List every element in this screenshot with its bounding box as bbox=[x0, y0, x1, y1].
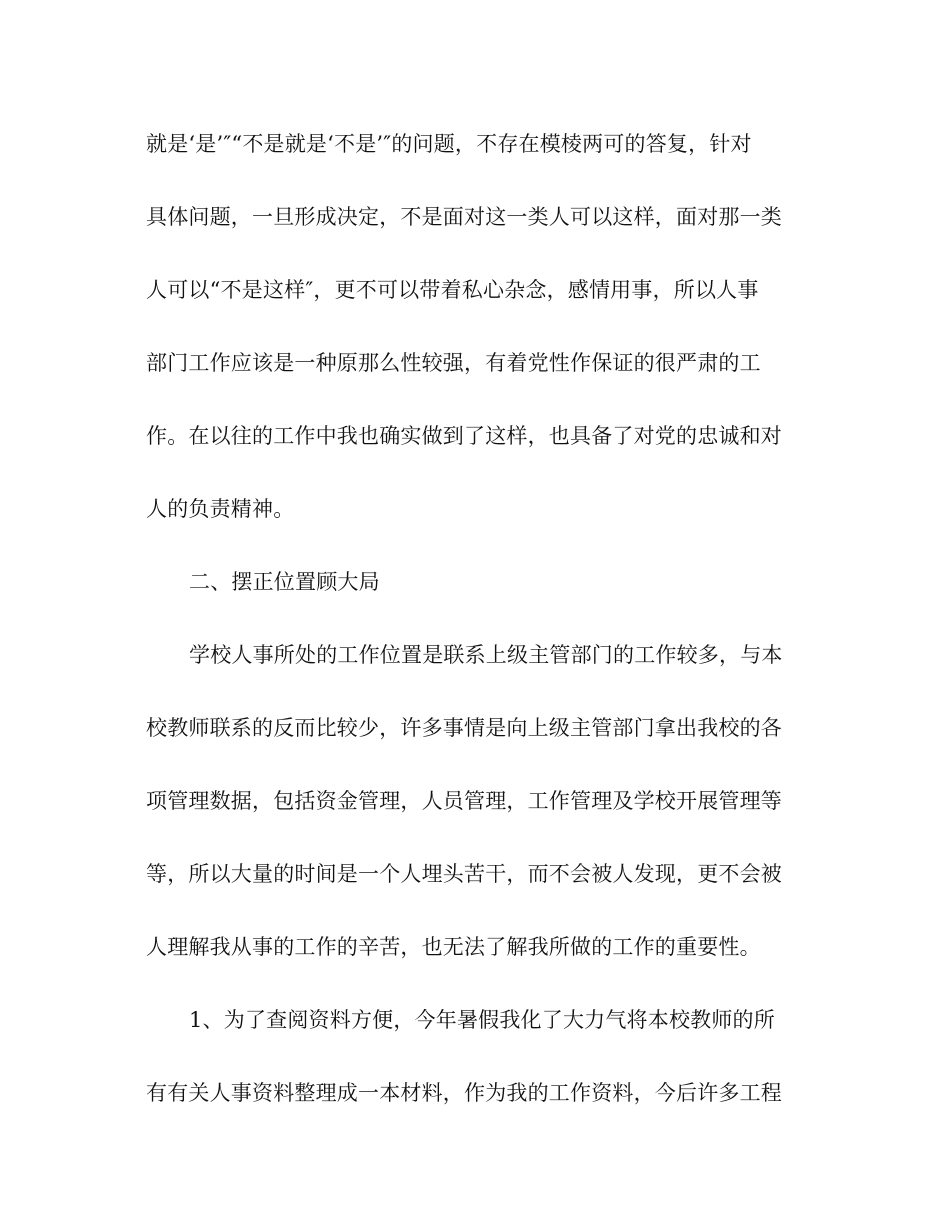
paragraph-line-9: 项管理数据，包括资金管理，人员管理，工作管理及学校开展管理等 bbox=[146, 789, 782, 813]
list-item-line-2: 有有关人事资料整理成一本材料，作为我的工作资料，今后许多工程 bbox=[146, 1081, 782, 1105]
paragraph-line-7: 学校人事所处的工作位置是联系上级主管部门的工作较多，与本 bbox=[189, 643, 783, 667]
paragraph-line-2: 具体问题，一旦形成决定，不是面对这一类人可以这样，面对那一类 bbox=[146, 205, 782, 229]
paragraph-line-8: 校教师联系的反而比较少，许多事情是向上级主管部门拿出我校的各 bbox=[146, 716, 782, 740]
paragraph-line-1: 就是‘是’″“不是就是‘不是’″的问题，不存在模棱两可的答复，针对 bbox=[146, 132, 752, 156]
paragraph-line-6: 人的负责精神。 bbox=[146, 497, 295, 521]
paragraph-line-4: 部门工作应该是一种原那么性较强，有着党性作保证的很严肃的工 bbox=[146, 351, 761, 375]
section-heading: 二、摆正位置顾大局 bbox=[189, 570, 380, 594]
paragraph-line-10: 等，所以大量的时间是一个人埋头苦干，而不会被人发现，更不会被 bbox=[146, 862, 782, 886]
paragraph-line-11: 人理解我从事的工作的辛苦，也无法了解我所做的工作的重要性。 bbox=[146, 935, 761, 959]
list-item-line-1: 1、为了查阅资料方便，今年暑假我化了大力气将本校教师的所 bbox=[189, 1008, 775, 1032]
paragraph-line-5: 作。在以往的工作中我也确实做到了这样，也具备了对党的忠诚和对 bbox=[146, 424, 782, 448]
paragraph-line-3: 人可以“不是这样″，更不可以带着私心杂念，感情用事，所以人事 bbox=[146, 278, 759, 302]
